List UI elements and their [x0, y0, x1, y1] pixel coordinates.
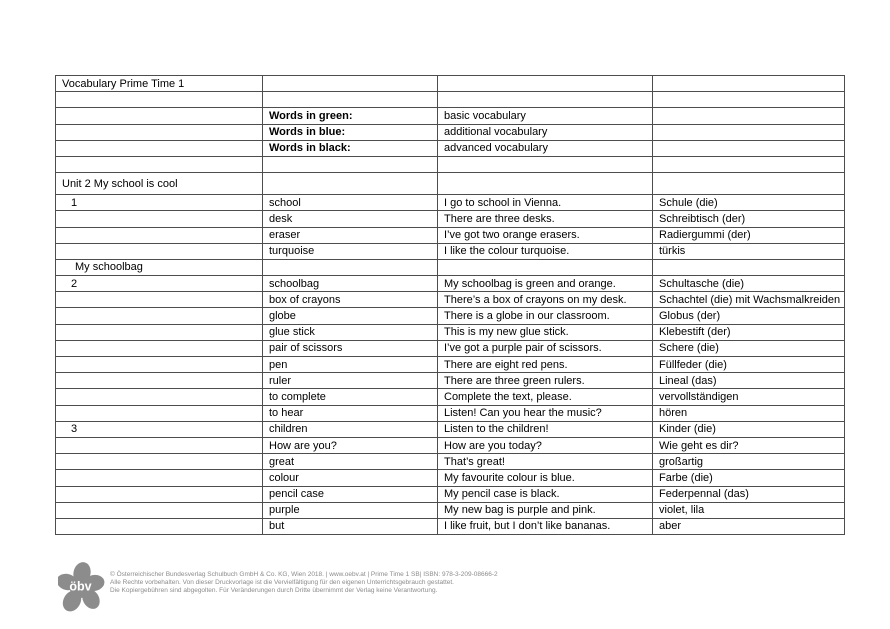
row-label-cell [56, 292, 263, 308]
row-label-cell [56, 156, 263, 172]
row-label-cell: 1 [56, 195, 263, 211]
footer [58, 561, 498, 613]
word-cell: turquoise [263, 243, 438, 259]
table-row [56, 140, 845, 156]
row-label-cell [56, 324, 263, 340]
word-cell: globe [263, 308, 438, 324]
footer-line-1: © Österreichischer Bundesverlag Schulbuch GmbH & Co. KG, Wien 2018. | www.oebv.at | Prime Time 1 SB| ISBN: 978-3-209-08666-2 [110, 571, 498, 578]
translation-cell: Klebestift (der) [653, 324, 845, 340]
example-sentence-cell: basic vocabulary [438, 108, 653, 124]
table-row [56, 518, 845, 534]
example-sentence-cell: I’ve got a purple pair of scissors. [438, 340, 653, 356]
row-label-cell [56, 124, 263, 140]
table-row [56, 502, 845, 518]
row-label-cell [56, 357, 263, 373]
example-sentence-cell: I go to school in Vienna. [438, 195, 653, 211]
translation-cell: großartig [653, 454, 845, 470]
table-row [56, 373, 845, 389]
example-sentence-cell: Listen! Can you hear the music? [438, 405, 653, 421]
translation-cell [653, 108, 845, 124]
example-sentence-cell [438, 156, 653, 172]
translation-cell [653, 259, 845, 275]
translation-cell: Schultasche (die) [653, 276, 845, 292]
row-label-cell [56, 486, 263, 502]
word-cell: pencil case [263, 486, 438, 502]
table-row [56, 421, 845, 437]
table-row [56, 92, 845, 108]
row-label-cell [56, 227, 263, 243]
row-label-cell [56, 518, 263, 534]
row-label-cell [56, 92, 263, 108]
example-sentence-cell: This is my new glue stick. [438, 324, 653, 340]
translation-cell: Schachtel (die) mit Wachsmalkreiden [653, 292, 845, 308]
translation-cell [653, 173, 845, 195]
table-row [56, 454, 845, 470]
example-sentence-cell [438, 259, 653, 275]
vocabulary-table-container [55, 75, 845, 535]
example-sentence-cell: My new bag is purple and pink. [438, 502, 653, 518]
table-row [56, 195, 845, 211]
table-row [56, 340, 845, 356]
row-label-cell [56, 454, 263, 470]
word-cell [263, 259, 438, 275]
row-label-cell [56, 308, 263, 324]
example-sentence-cell: There are three desks. [438, 211, 653, 227]
word-cell: pair of scissors [263, 340, 438, 356]
table-row [56, 292, 845, 308]
table-row [56, 486, 845, 502]
row-label-cell [56, 389, 263, 405]
translation-cell [653, 156, 845, 172]
example-sentence-cell: additional vocabulary [438, 124, 653, 140]
table-row [56, 308, 845, 324]
example-sentence-cell: That’s great! [438, 454, 653, 470]
row-label-cell [56, 243, 263, 259]
translation-cell: Farbe (die) [653, 470, 845, 486]
word-cell [263, 76, 438, 92]
oebv-logo-text: öbv [69, 579, 92, 594]
word-cell: glue stick [263, 324, 438, 340]
word-cell: Words in green: [263, 108, 438, 124]
row-label-cell: 2 [56, 276, 263, 292]
word-cell: pen [263, 357, 438, 373]
row-label-cell [56, 470, 263, 486]
translation-cell: Schreibtisch (der) [653, 211, 845, 227]
row-label-cell [56, 437, 263, 453]
word-cell: ruler [263, 373, 438, 389]
table-row [56, 227, 845, 243]
translation-cell: Wie geht es dir? [653, 437, 845, 453]
word-cell: great [263, 454, 438, 470]
table-row [56, 76, 845, 92]
translation-cell: aber [653, 518, 845, 534]
word-cell: but [263, 518, 438, 534]
table-row [56, 324, 845, 340]
footer-line-2: Alle Rechte vorbehalten. Von dieser Druckvorlage ist die Vervielfältigung für den eigenen Unterrichtsgebrauch gestattet. [110, 579, 454, 586]
row-label-cell [56, 340, 263, 356]
word-cell: desk [263, 211, 438, 227]
translation-cell [653, 76, 845, 92]
row-label-cell [56, 502, 263, 518]
example-sentence-cell: Complete the text, please. [438, 389, 653, 405]
table-row [56, 124, 845, 140]
translation-cell: Radiergummi (der) [653, 227, 845, 243]
example-sentence-cell: My schoolbag is green and orange. [438, 276, 653, 292]
table-row [56, 437, 845, 453]
row-label-cell [56, 211, 263, 227]
word-cell [263, 156, 438, 172]
translation-cell [653, 140, 845, 156]
table-row [56, 470, 845, 486]
translation-cell: vervollständigen [653, 389, 845, 405]
word-cell: to hear [263, 405, 438, 421]
word-cell: Words in black: [263, 140, 438, 156]
table-row [56, 156, 845, 172]
table-row [56, 243, 845, 259]
translation-cell: violet, lila [653, 502, 845, 518]
row-label-cell [56, 405, 263, 421]
row-label-cell [56, 108, 263, 124]
example-sentence-cell [438, 76, 653, 92]
word-cell: eraser [263, 227, 438, 243]
footer-copyright [110, 571, 498, 595]
example-sentence-cell: I like the colour turquoise. [438, 243, 653, 259]
word-cell: How are you? [263, 437, 438, 453]
translation-cell: Federpennal (das) [653, 486, 845, 502]
table-row [56, 211, 845, 227]
example-sentence-cell: There’s a box of crayons on my desk. [438, 292, 653, 308]
table-row [56, 108, 845, 124]
table-row [56, 357, 845, 373]
row-label-cell: My schoolbag [56, 259, 263, 275]
translation-cell: Globus (der) [653, 308, 845, 324]
word-cell: box of crayons [263, 292, 438, 308]
example-sentence-cell: How are you today? [438, 437, 653, 453]
translation-cell [653, 124, 845, 140]
example-sentence-cell: There are three green rulers. [438, 373, 653, 389]
example-sentence-cell [438, 173, 653, 195]
example-sentence-cell: There are eight red pens. [438, 357, 653, 373]
translation-cell: Füllfeder (die) [653, 357, 845, 373]
example-sentence-cell: My pencil case is black. [438, 486, 653, 502]
row-label-cell [56, 140, 263, 156]
row-label-cell: Vocabulary Prime Time 1 [56, 76, 263, 92]
example-sentence-cell: I’ve got two orange erasers. [438, 227, 653, 243]
word-cell: Words in blue: [263, 124, 438, 140]
table-row [56, 389, 845, 405]
example-sentence-cell: Listen to the children! [438, 421, 653, 437]
example-sentence-cell: My favourite colour is blue. [438, 470, 653, 486]
row-label-cell [56, 373, 263, 389]
translation-cell: Schere (die) [653, 340, 845, 356]
word-cell: school [263, 195, 438, 211]
word-cell [263, 92, 438, 108]
translation-cell: türkis [653, 243, 845, 259]
table-row [56, 276, 845, 292]
word-cell [263, 173, 438, 195]
word-cell: children [263, 421, 438, 437]
translation-cell: Kinder (die) [653, 421, 845, 437]
example-sentence-cell: There is a globe in our classroom. [438, 308, 653, 324]
example-sentence-cell: I like fruit, but I don’t like bananas. [438, 518, 653, 534]
translation-cell: hören [653, 405, 845, 421]
footer-line-3: Die Kopiergebühren sind abgegolten. Für Veränderungen durch Dritte übernimmt der Verlag keine Verantwortung. [110, 587, 438, 594]
table-row [56, 173, 845, 195]
example-sentence-cell: advanced vocabulary [438, 140, 653, 156]
oebv-logo-icon [58, 561, 106, 613]
translation-cell [653, 92, 845, 108]
translation-cell: Lineal (das) [653, 373, 845, 389]
word-cell: schoolbag [263, 276, 438, 292]
row-label-cell: Unit 2 My school is cool [56, 173, 263, 195]
word-cell: to complete [263, 389, 438, 405]
table-row [56, 405, 845, 421]
vocabulary-table [55, 75, 845, 535]
row-label-cell: 3 [56, 421, 263, 437]
word-cell: purple [263, 502, 438, 518]
example-sentence-cell [438, 92, 653, 108]
table-row [56, 259, 845, 275]
word-cell: colour [263, 470, 438, 486]
translation-cell: Schule (die) [653, 195, 845, 211]
